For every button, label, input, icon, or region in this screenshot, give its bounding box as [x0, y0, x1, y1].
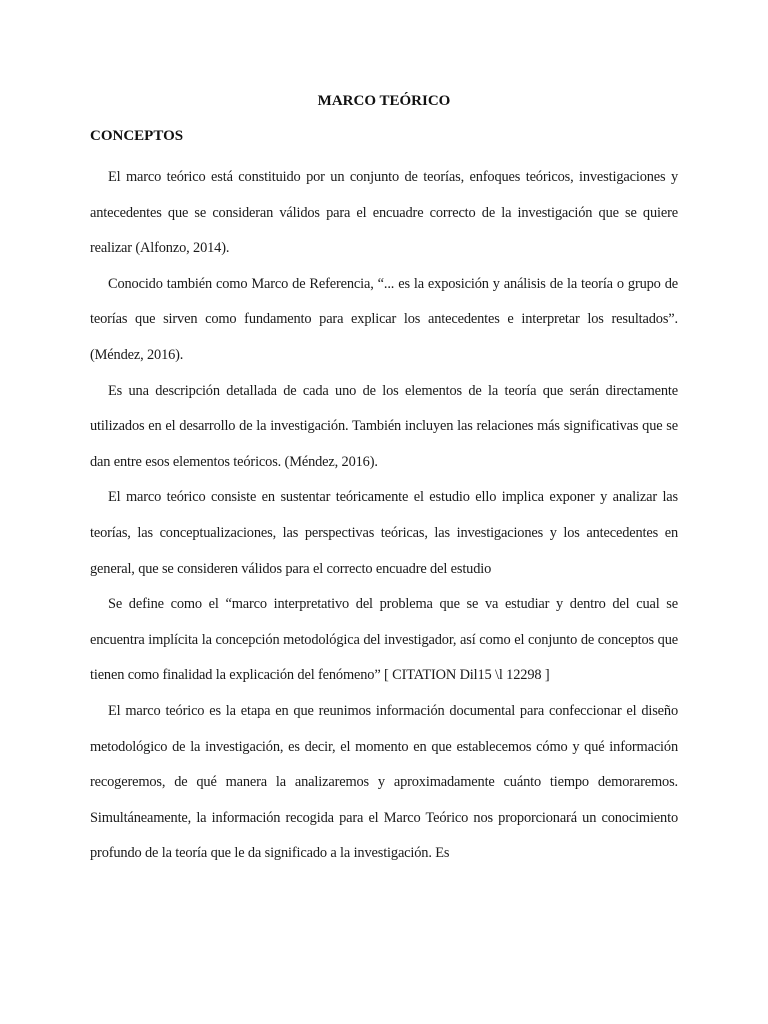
paragraph: Es una descripción detallada de cada uno de los elementos de la teoría que serán directamente utilizados en el desarrollo de la investigación. También incluyen las relaciones más significativas que se dan entre esos elementos teóricos. (Méndez, 2016). [90, 382, 678, 470]
paragraph: Se define como el “marco interpretativo del problema que se va estudiar y dentro del cual se encuentra implícita la concepción metodológica del investigador, así como el conjunto de conceptos que tienen como finalidad la explicación del fenómeno” [ CITATION Dil15 \l 12298 ] [90, 596, 678, 684]
paragraph: El marco teórico está constituido por un conjunto de teorías, enfoques teóricos, investigaciones y antecedentes que se consideran válidos para el encuadre correcto de la investigación que se quiere realizar (Alfonzo, 2014). [90, 169, 678, 257]
paragraph: Conocido también como Marco de Referencia, “... es la exposición y análisis de la teoría o grupo de teorías que sirven como fundamento para explicar los antecedentes e interpretar los resultados”. (Méndez, 2016). [90, 275, 678, 363]
paragraph: El marco teórico consiste en sustentar teóricamente el estudio ello implica exponer y analizar las teorías, las conceptualizaciones, las perspectivas teóricas, las investigaciones y los antecedentes en general, que se consideren válidos para el correcto encuadre del estudio [90, 489, 678, 577]
document-title: MARCO TEÓRICO [317, 93, 451, 109]
section-heading: CONCEPTOS [90, 128, 184, 144]
document-body [90, 160, 678, 872]
paragraph: El marco teórico es la etapa en que reunimos información documental para confeccionar el diseño metodológico de la investigación, es decir, el momento en que establecemos cómo y qué información recogeremos, de qué manera la analizaremos y aproximadamente cuánto tiempo demoraremos. Simultáneamente, la información recogida para el Marco Teórico nos proporcionará un conocimiento profundo de la teoría que le da significado a la investigación. Es [90, 702, 678, 862]
